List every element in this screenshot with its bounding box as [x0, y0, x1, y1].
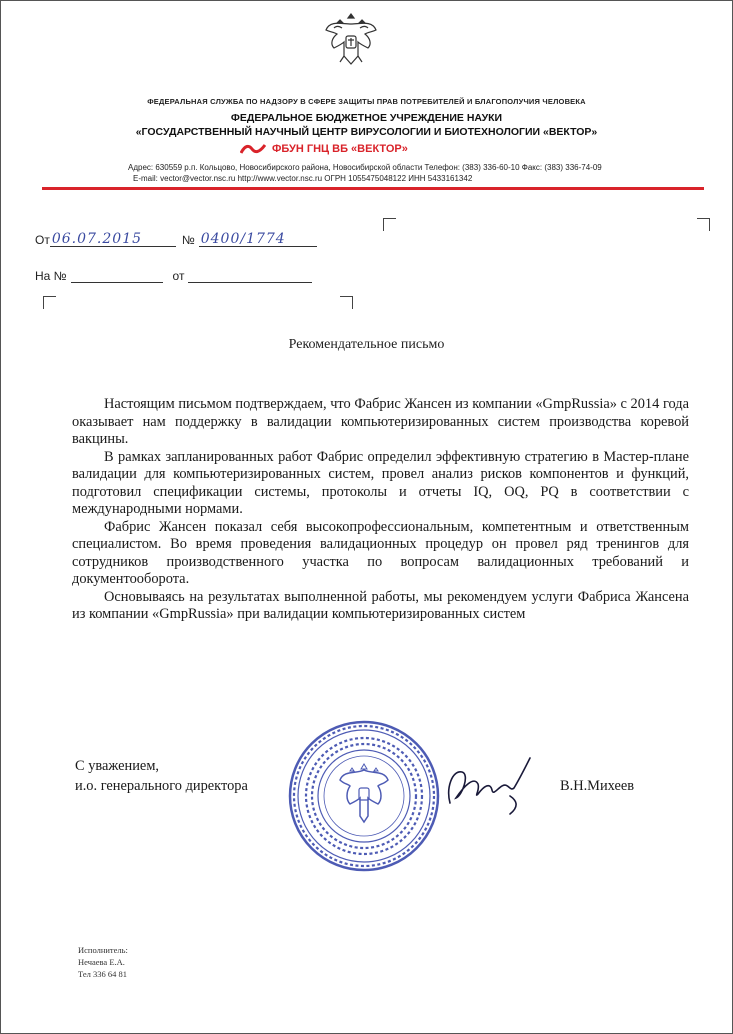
closing-greeting: С уважением,	[75, 758, 160, 774]
brand-block	[240, 143, 408, 155]
brand-name: ФБУН ГНЦ ВБ «ВЕКТОР»	[272, 143, 408, 155]
from-label: От	[35, 233, 50, 247]
to-from-label: от	[172, 269, 185, 283]
header-divider	[42, 187, 704, 190]
handwritten-date: 06.07.2015	[51, 231, 143, 247]
executor-phone: Тел 336 64 81	[78, 969, 128, 979]
signer-name: В.Н.Михеев	[560, 778, 635, 794]
signatory-position: и.о. генерального директора	[75, 778, 248, 794]
agency-name: ФЕДЕРАЛЬНАЯ СЛУЖБА ПО НАДЗОРУ В СФЕРЕ ЗАЩИТЫ ПРАВ ПОТРЕБИТЕЛЕЙ И БЛАГОПОЛУЧИЯ ЧЕЛОВЕКА	[147, 97, 586, 106]
paragraph: В рамках запланированных работ Фабрис определил эффективную стратегию в Мастер-плане валидации для компьютеризированных систем, провел анализ рисков компонентов и функций, подготовил спецификации системы, протоколы и отчеты IQ, OQ, PQ в соответствии с международными нормами.	[72, 448, 689, 517]
paragraph: Фабрис Жансен показал себя высокопрофессиональным, компетентным и ответственным специалистом. Во время проведения валидационных процедур он провел ряд тренингов для сотрудников производственного участка по вопросам валидационных требований и документооборота.	[72, 518, 689, 587]
vector-logo-icon	[240, 143, 266, 155]
contacts-line1: Адрес: 630559 р.п. Кольцово, Новосибирского района, Новосибирской области Телефон: (383) 336-60-10 Факс: (383) 336-74-09	[128, 163, 602, 172]
address-corner-mark	[697, 218, 710, 231]
number-label: №	[181, 233, 195, 247]
incoming-reference	[35, 268, 312, 283]
reference-corner-mark	[340, 296, 353, 309]
organization-name-line2: «ГОСУДАРСТВЕННЫЙ НАУЧНЫЙ ЦЕНТР ВИРУСОЛОГИИ И БИОТЕХНОЛОГИИ «ВЕКТОР»	[135, 126, 598, 138]
handwritten-number: 0400/1774	[200, 231, 286, 247]
executor-label: Исполнитель:	[78, 945, 128, 955]
date-field	[50, 232, 176, 247]
contacts-line2: E-mail: vector@vector.nsc.ru http://www.vector.nsc.ru ОГРН 1055475048122 ИНН 5433161342	[133, 174, 473, 183]
number-field	[199, 232, 317, 247]
reference-corner-mark	[43, 296, 56, 309]
letter-title: Рекомендательное письмо	[288, 337, 445, 352]
to-number-label: На №	[35, 269, 67, 283]
to-number-field	[71, 268, 163, 283]
address-corner-mark	[383, 218, 396, 231]
letter-body	[72, 396, 689, 624]
paragraph: Настоящим письмом подтверждаем, что Фабрис Жансен из компании «GmpRussia» с 2014 года оказывает нам поддержку в валидации компьютеризированных систем производства коревой вакцины.	[72, 396, 689, 447]
outgoing-reference	[35, 232, 317, 247]
executor-name: Нечаева Е.А.	[78, 957, 125, 967]
signature-icon	[440, 748, 535, 818]
official-stamp-icon	[286, 718, 442, 874]
organization-name-line1: ФЕДЕРАЛЬНОЕ БЮДЖЕТНОЕ УЧРЕЖДЕНИЕ НАУКИ	[230, 112, 503, 124]
paragraph: Основываясь на результатах выполненной работы, мы рекомендуем услуги Фабриса Жансена из компании «GmpRussia» при валидации компьютеризированных систем	[72, 588, 689, 622]
to-date-field	[188, 268, 312, 283]
coat-of-arms-icon	[322, 10, 380, 70]
